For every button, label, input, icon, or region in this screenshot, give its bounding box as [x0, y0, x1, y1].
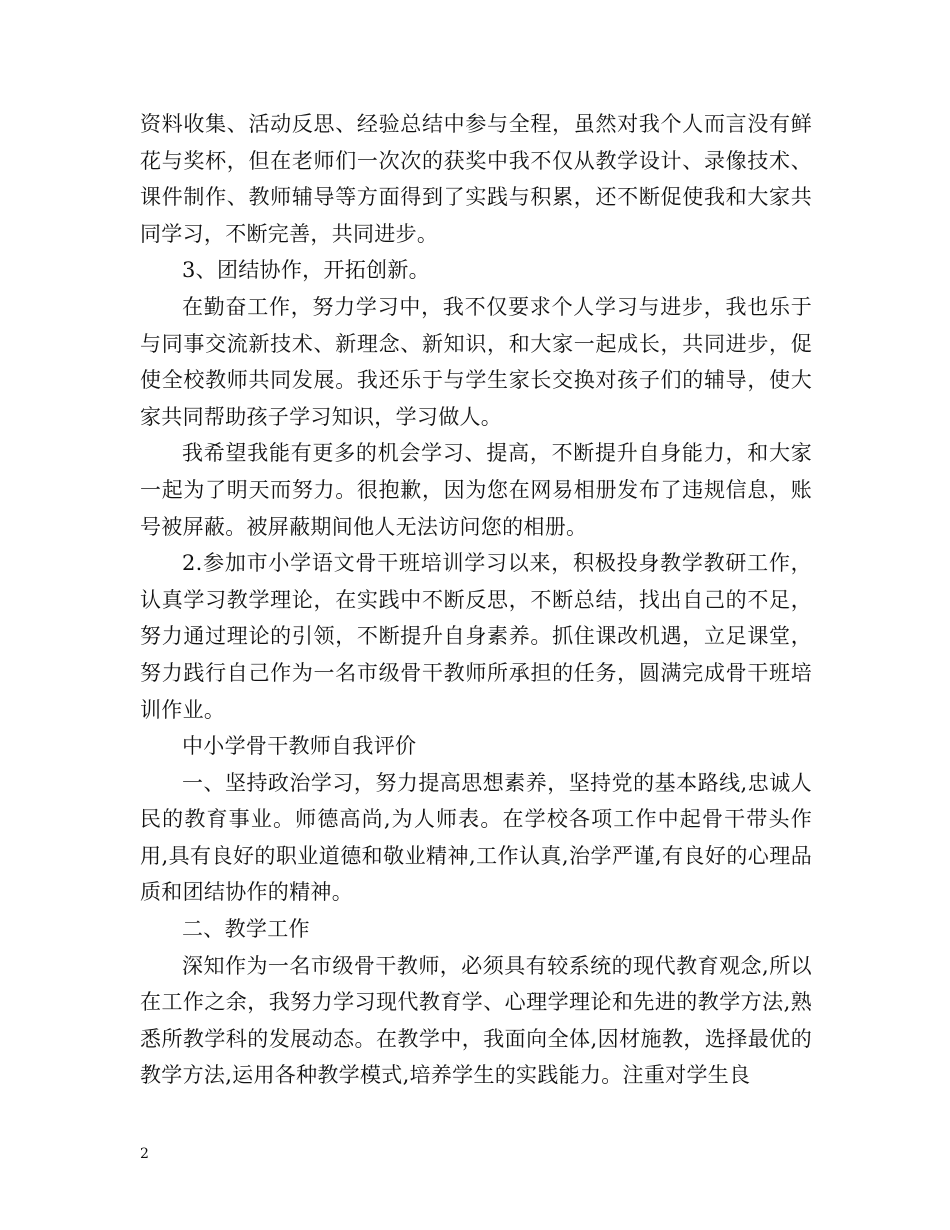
paragraph-5: 2.参加市小学语文骨干班培训学习以来，积极投身教学教研工作，认真学习教学理论，在实践中不断反思，不断总结，找出自己的不足，努力通过理论的引领，不断提升自身素养。抓住课改机遇，立足课堂，努力践行自己作为一名市级骨干教师所承担的任务，圆满完成骨干班培训作业。 — [140, 551, 812, 722]
paragraph-3: 在勤奋工作，努力学习中，我不仅要求个人学习与进步，我也乐于与同事交流新技术、新理念、新知识，和大家一起成长，共同进步，促使全校教师共同发展。我还乐于与学生家长交换对孩子们的辅导，使大家共同帮助孩子学习知识，学习做人。 — [140, 294, 812, 429]
paragraph-9: 深知作为一名市级骨干教师，必须具有较系统的现代教育观念,所以在工作之余，我努力学习现代教育学、心理学理论和先进的教学方法,熟悉所教学科的发展动态。在教学中，我面向全体,因材施教，选择最优的教学方法,运用各种教学模式,培养学生的实践能力。注重对学生良 — [140, 953, 812, 1088]
page-number: 2 — [140, 1146, 149, 1162]
paragraph-1: 资料收集、活动反思、经验总结中参与全程，虽然对我个人而言没有鲜花与奖杯，但在老师们一次次的获奖中我不仅从教学设计、录像技术、课件制作、教师辅导等方面得到了实践与积累，还不断促使我和大家共同学习，不断完善，共同进步。 — [140, 112, 812, 246]
paragraph-4: 我希望我能有更多的机会学习、提高，不断提升自身能力，和大家一起为了明天而努力。很抱歉，因为您在网易相册发布了违规信息，账号被屏蔽。被屏蔽期间他人无法访问您的相册。 — [140, 441, 812, 539]
paragraph-7: 一、坚持政治学习，努力提高思想素养，坚持党的基本路线,忠诚人民的教育事业。师德高尚,为人师表。在学校各项工作中起骨干带头作用,具有良好的职业道德和敬业精神,工作认真,治学严谨,有良好的心理品质和团结协作的精神。 — [140, 770, 812, 905]
paragraph-6-heading: 中小学骨干教师自我评价 — [182, 734, 417, 759]
paragraph-8-heading: 二、教学工作 — [182, 917, 310, 942]
document-body — [140, 106, 812, 1094]
paragraph-2: 3、团结协作，开拓创新。 — [182, 258, 430, 283]
